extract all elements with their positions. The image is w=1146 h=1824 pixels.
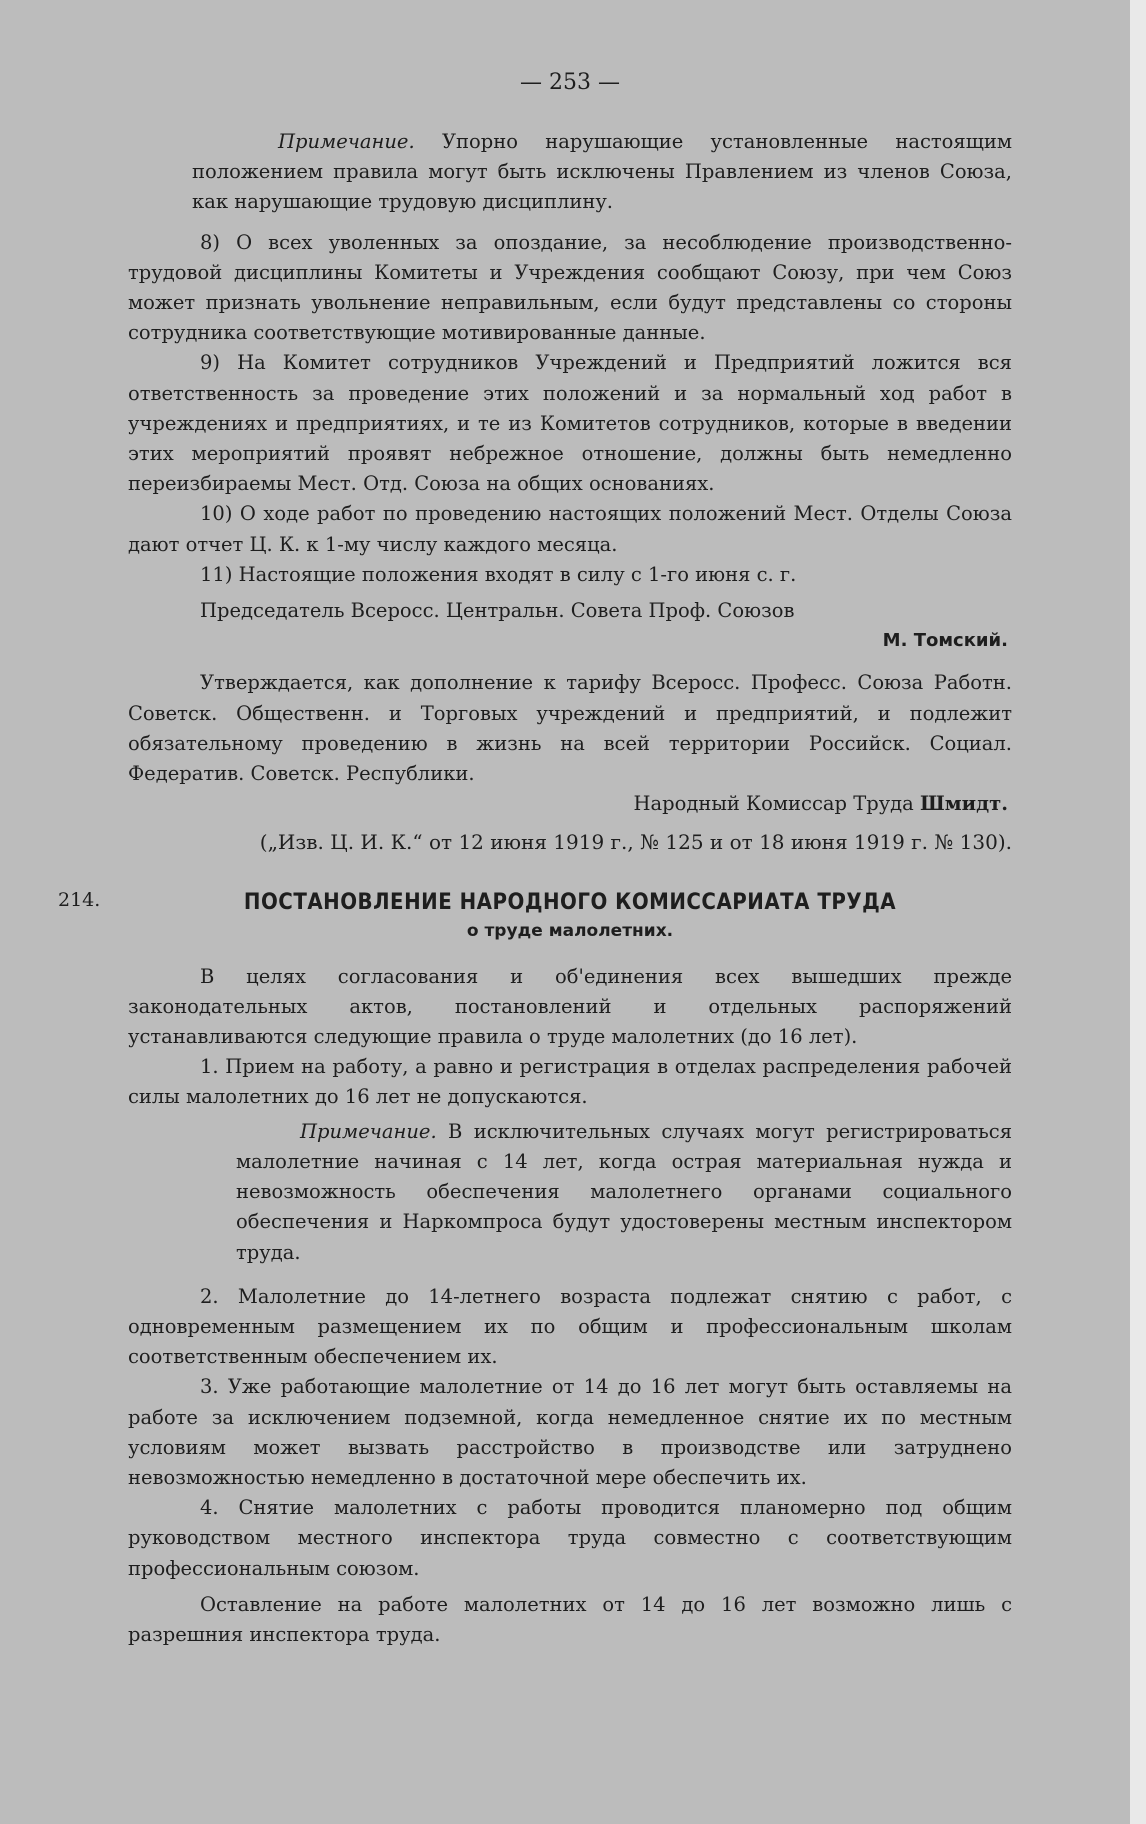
note-label-2: Примечание. — [300, 1119, 437, 1143]
note-paragraph-1 — [128, 127, 1012, 218]
note-text-2: В исключительных случаях могут регистрироваться малолетние начиная с 14 лет, когда острая материальная нужда и невозможность обеспечения малолетнего органами социального обеспечения и Наркомпроса будут удостоверены местным инспектором труда. — [236, 1119, 1012, 1264]
commissar-title: Народный Комиссар Труда — [633, 792, 920, 816]
rule-item-3: 3. Уже работающие малолетние от 14 до 16 лет могут быть оставляемы на работе за исключением подземной, когда немедленное снятие их по местным условиям может вызвать расстройство в производстве или затруднено невозможностью немедленно в достаточной мере обеспечить их. — [128, 1375, 1012, 1489]
rule-item-4: 4. Снятие малолетних с работы проводится планомерно под общим руководством местного инспектора труда совместно с соответствующим профессиональным союзом. — [128, 1496, 1012, 1580]
note-label: Примечание. — [278, 130, 415, 153]
page-number: — 253 — — [520, 70, 620, 95]
paragraph-item-10: 10) О ходе работ по проведению настоящих положений Мест. Отделы Союза дают отчет Ц. К. к 1-му числу каждого месяца. — [128, 502, 1012, 556]
rule-item-1: 1. Прием на работу, а равно и регистрация в отделах распределения рабочей силы малолетних до 16 лет не допускаются. — [128, 1055, 1012, 1109]
decree-subtitle: о труде малолетних. — [466, 920, 674, 941]
decree-title: ПОСТАНОВЛЕНИЕ НАРОДНОГО КОМИССАРИАТА ТРУДА — [243, 889, 897, 915]
decree-number: 214. — [58, 889, 101, 911]
approval-paragraph: Утверждается, как дополнение к тарифу Всеросс. Професс. Союза Работн. Советск. Общественн. и Торговых учреждений и предприятий, и подлежит обязательному проведению в жизнь на всей территории Российск. Социал. Федератив. Советск. Республики. — [128, 671, 1012, 786]
page-edge — [1130, 0, 1146, 1824]
source-citation: („Изв. Ц. И. К.“ от 12 июня 1919 г., № 125 и от 18 июня 1919 г. № 130). — [259, 830, 1012, 855]
paragraph-item-8: 8) О всех уволенных за опоздание, за несоблюдение производственно-трудовой дисциплины Комитеты и Учреждения сообщают Союзу, при чем Союз может признать увольнение неправильным, если будут представлены со стороны сотрудника соответствующие мотивированные данные. — [128, 230, 1012, 345]
intro-paragraph: В целях согласования и об'единения всех вышедших прежде законодательных актов, постановлений и отдельных распоряжений устанавливаются следующие правила о труде малолетних (до 16 лет). — [128, 964, 1012, 1049]
note-paragraph-2 — [128, 1117, 1012, 1268]
note-text: Упорно нарушающие установленные настоящим положением правила могут быть исключены Правлением из членов Союза, как нарушающие трудовую дисциплину. — [192, 130, 1012, 214]
chairman-signature: М. Томский. — [882, 630, 1008, 652]
paragraph-item-9: 9) На Комитет сотрудников Учреждений и Предприятий ложится вся ответственность за проведение этих положений и за нормальный ход работ в учреждениях и предприятиях, и те из Комитетов сотрудников, которые в введении этих мероприятий проявят небрежное отношение, должны быть немедленно переизбираемы Мест. Отд. Союза на общих основаниях. — [128, 351, 1012, 496]
page-content — [128, 0, 1012, 1650]
commissar-line — [128, 789, 1012, 819]
commissar-signature: Шмидт. — [920, 792, 1008, 816]
paragraph-item-11: 11) Настоящие положения входят в силу с 1-го июня с. г. — [200, 562, 797, 586]
rule-item-2: 2. Малолетние до 14-летнего возраста подлежат снятию с работ, с одновременным размещением их по общим и профессиональным школам соответственным обеспечением их. — [128, 1284, 1012, 1369]
leave-paragraph: Оставление на работе малолетних от 14 до 16 лет возможно лишь с разрешния инспектора труда. — [128, 1592, 1012, 1646]
chairman-line: Председатель Всеросс. Центральн. Совета Проф. Союзов — [200, 599, 795, 623]
